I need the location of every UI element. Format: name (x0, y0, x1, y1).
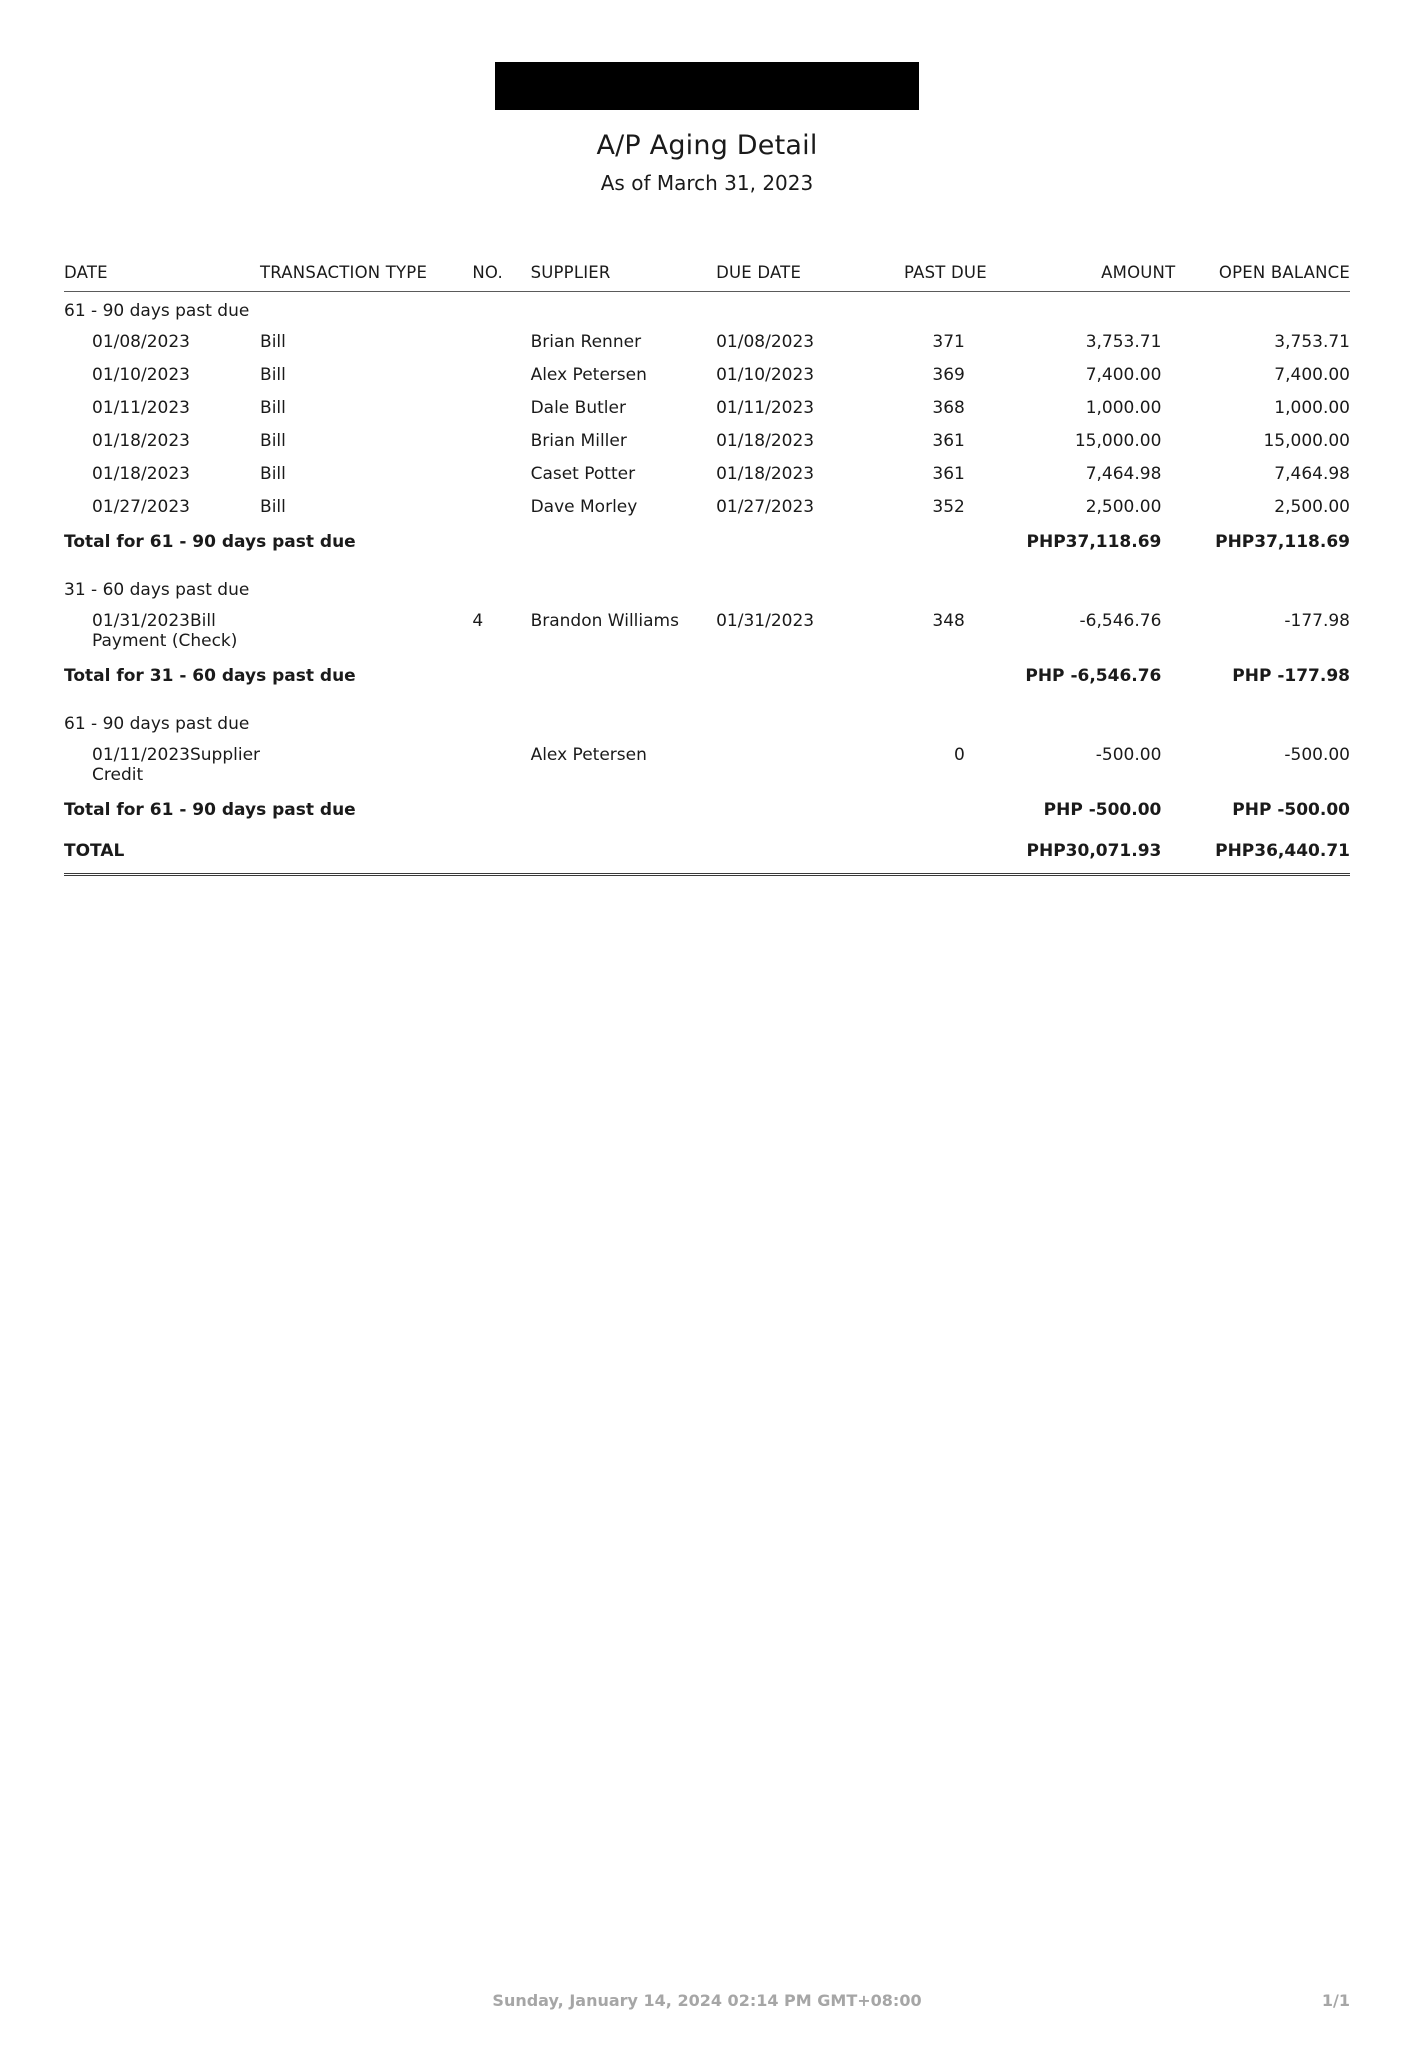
cell-past-due: 0 (954, 744, 965, 765)
cell-transaction-type (260, 604, 472, 657)
ap-aging-detail-table (64, 263, 1350, 876)
cell-due-date: 01/27/2023 (716, 496, 815, 517)
cell-no (472, 490, 530, 523)
table-row[interactable] (64, 325, 1350, 358)
table-body (64, 292, 1350, 875)
cell-due-date (716, 738, 860, 791)
cell-transaction-type: Bill (260, 397, 286, 418)
cell-amount: 15,000.00 (1074, 430, 1162, 451)
cell-supplier: Alex Petersen (530, 364, 647, 385)
cell-open-balance: 3,753.71 (1274, 331, 1350, 352)
report-date-range: As of March 31, 2023 (600, 171, 814, 195)
cell-no (472, 457, 530, 490)
cell-amount: 2,500.00 (1085, 496, 1162, 517)
cell-past-due: 369 (932, 364, 965, 385)
column-header-past-due: PAST DUE (860, 263, 987, 292)
cell-supplier: Alex Petersen (530, 744, 647, 765)
cell-amount: -500.00 (1095, 744, 1162, 765)
redacted-company-name-bar (495, 62, 919, 110)
cell-date: 01/31/2023Bill Payment (Check) (92, 610, 238, 651)
cell-transaction-type: Bill (260, 463, 286, 484)
grand-total-label: TOTAL (64, 831, 987, 875)
cell-amount: 3,753.71 (1085, 331, 1162, 352)
cell-due-date: 01/11/2023 (716, 397, 815, 418)
cell-open-balance: 2,500.00 (1274, 496, 1350, 517)
group-total-open-balance: PHP -177.98 (1232, 666, 1350, 686)
cell-due-date: 01/31/2023 (716, 610, 815, 631)
cell-open-balance: 7,464.98 (1274, 463, 1350, 484)
table-row[interactable] (64, 358, 1350, 391)
cell-due-date: 01/18/2023 (716, 430, 815, 451)
cell-past-due: 368 (932, 397, 965, 418)
table-row[interactable] (64, 738, 1350, 791)
group-total-label: Total for 31 - 60 days past due (64, 666, 356, 686)
aging-group-label: 61 - 90 days past due (64, 714, 250, 734)
group-total-row (64, 791, 1350, 831)
cell-no (472, 325, 530, 358)
group-spacer (64, 563, 1350, 571)
footer-generated-timestamp: Sunday, January 14, 2024 02:14 PM GMT+08:00 (492, 1991, 922, 2010)
cell-amount: -6,546.76 (1079, 610, 1162, 631)
cell-date: 01/11/2023 (92, 397, 190, 418)
cell-due-date: 01/08/2023 (716, 331, 815, 352)
table-row[interactable] (64, 391, 1350, 424)
group-total-amount: PHP -6,546.76 (1025, 666, 1162, 686)
cell-past-due: 361 (932, 430, 965, 451)
cell-supplier: Brian Miller (530, 430, 627, 451)
grand-total-row (64, 831, 1350, 875)
cell-open-balance: 15,000.00 (1263, 430, 1350, 451)
cell-open-balance: -500.00 (1284, 744, 1350, 765)
column-header-amount: AMOUNT (987, 263, 1176, 292)
aging-group-label: 61 - 90 days past due (64, 301, 250, 321)
group-total-amount: PHP -500.00 (1043, 800, 1162, 820)
group-total-amount: PHP37,118.69 (1026, 532, 1162, 552)
group-spacer (64, 697, 1350, 705)
table-row[interactable] (64, 424, 1350, 457)
cell-transaction-type (260, 738, 472, 791)
cell-transaction-type: Bill (260, 496, 286, 517)
cell-no (472, 424, 530, 457)
cell-date: 01/11/2023Supplier Credit (92, 744, 261, 785)
page-title: A/P Aging Detail (596, 130, 818, 161)
cell-supplier: Dave Morley (530, 496, 638, 517)
group-total-open-balance: PHP -500.00 (1232, 800, 1350, 820)
cell-past-due: 371 (932, 331, 965, 352)
group-total-label: Total for 61 - 90 days past due (64, 800, 356, 820)
group-total-label: Total for 61 - 90 days past due (64, 532, 356, 552)
table-header-row (64, 263, 1350, 292)
cell-open-balance: -177.98 (1284, 610, 1350, 631)
table-row[interactable] (64, 490, 1350, 523)
cell-no (472, 358, 530, 391)
cell-open-balance: 7,400.00 (1274, 364, 1350, 385)
grand-total-amount: PHP30,071.93 (987, 831, 1176, 875)
cell-date: 01/27/2023 (92, 496, 190, 517)
cell-no: 4 (472, 610, 484, 631)
aging-group-header-row (64, 705, 1350, 738)
cell-due-date: 01/10/2023 (716, 364, 815, 385)
group-spacer-cell (64, 563, 1350, 571)
cell-no (472, 738, 530, 791)
cell-amount: 7,464.98 (1085, 463, 1162, 484)
group-total-open-balance: PHP37,118.69 (1215, 532, 1350, 552)
cell-due-date: 01/18/2023 (716, 463, 815, 484)
cell-amount: 7,400.00 (1085, 364, 1162, 385)
column-header-due-date: DUE DATE (716, 263, 860, 292)
cell-past-due: 352 (932, 496, 965, 517)
cell-open-balance: 1,000.00 (1274, 397, 1350, 418)
table-row[interactable] (64, 604, 1350, 657)
aging-group-label: 31 - 60 days past due (64, 580, 250, 600)
aging-group-header-row (64, 292, 1350, 326)
cell-supplier: Brian Renner (530, 331, 642, 352)
group-spacer-cell (64, 697, 1350, 705)
aging-group-header-row (64, 571, 1350, 604)
cell-past-due: 361 (932, 463, 965, 484)
cell-transaction-type: Bill (260, 331, 286, 352)
cell-date: 01/18/2023 (92, 463, 190, 484)
cell-amount: 1,000.00 (1085, 397, 1162, 418)
cell-date: 01/08/2023 (92, 331, 190, 352)
cell-transaction-type: Bill (260, 364, 286, 385)
report-page (0, 62, 1414, 2062)
column-header-open-balance: OPEN BALANCE (1175, 263, 1350, 292)
column-header-no: NO. (472, 263, 530, 292)
cell-transaction-type: Bill (260, 430, 286, 451)
group-total-row (64, 523, 1350, 563)
footer-page-number: 1/1 (1321, 1991, 1350, 2010)
cell-date: 01/18/2023 (92, 430, 190, 451)
cell-date: 01/10/2023 (92, 364, 190, 385)
cell-past-due: 348 (932, 610, 965, 631)
column-header-transaction-type: TRANSACTION TYPE (260, 263, 472, 292)
column-header-supplier: SUPPLIER (531, 263, 717, 292)
group-total-row (64, 657, 1350, 697)
cell-supplier: Caset Potter (530, 463, 636, 484)
cell-supplier: Brandon Williams (530, 610, 679, 631)
page-footer (64, 1991, 1350, 2010)
grand-total-open-balance: PHP36,440.71 (1175, 831, 1350, 875)
cell-no (472, 391, 530, 424)
table-row[interactable] (64, 457, 1350, 490)
cell-supplier: Dale Butler (530, 397, 626, 418)
column-header-date: DATE (64, 263, 260, 292)
